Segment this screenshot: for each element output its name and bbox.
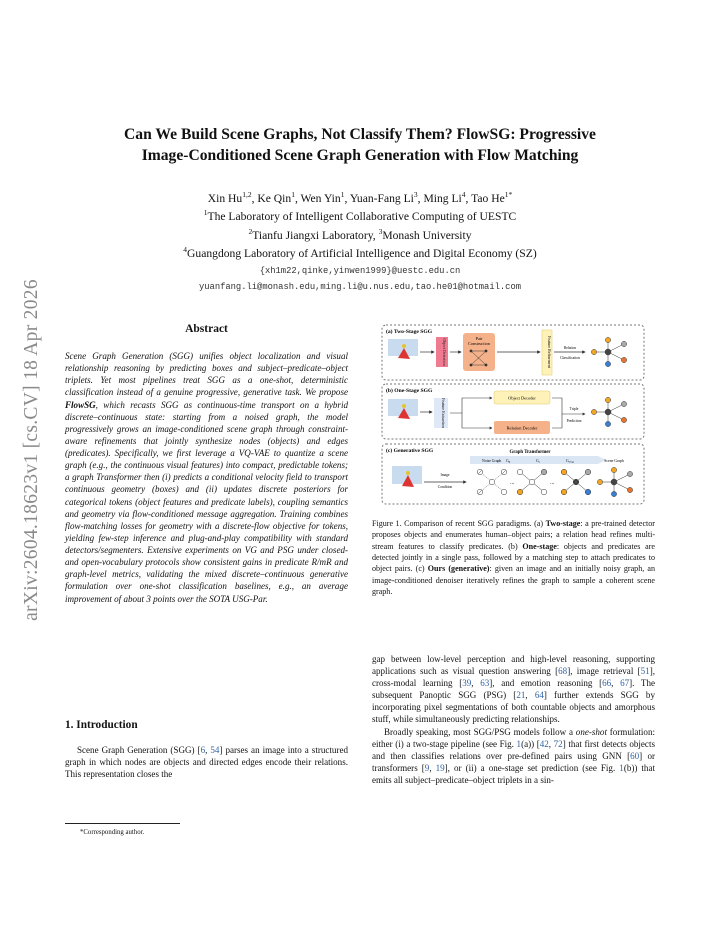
title-line-2: Image-Conditioned Scene Graph Generation with Flow Matching bbox=[141, 147, 579, 164]
noise-graph-label: Noise Graph bbox=[482, 459, 502, 463]
introduction-heading: 1. Introduction bbox=[65, 719, 138, 731]
g0-label: $G_0$ bbox=[506, 459, 511, 464]
affiliation-1: $^1$The Laboratory of Intelligent Collaborative Computing of UESTC bbox=[203, 208, 517, 224]
gt-label: $G_t$ bbox=[536, 459, 540, 464]
relation-label-1: Relation bbox=[563, 346, 577, 350]
feature-extraction-label: Feature Extraction bbox=[441, 398, 446, 428]
figure-1 bbox=[380, 322, 648, 508]
figure-ref-link[interactable]: 1 bbox=[619, 762, 624, 773]
panel-b-label: (b) One-Stage SGG bbox=[386, 388, 433, 394]
citation-link[interactable]: 9 bbox=[424, 762, 430, 773]
citation-link[interactable]: 72 bbox=[553, 738, 563, 749]
footnote: *Corresponding author. bbox=[80, 829, 145, 836]
image-condition-label-2: Condition bbox=[437, 485, 453, 489]
figure-1-caption: Figure 1. Comparison of recent SGG paradigms. (a) Two-stage: a pre-trained detector proposes objects and enumerates human–object pairs; a relation head refines multi-stream features to classify predicates. (b) One-stage: objects and predicates are detected jointly in a single pass, followed by a matching step to attach predicates to object pairs. (c) Ours (generative): given an image and an initially noisy graph, an image-conditioned denoiser iteratively refines the graph to sample a coherent scene graph. bbox=[372, 519, 655, 597]
arxiv-watermark bbox=[12, 240, 52, 660]
citation-link[interactable]: 21 bbox=[516, 690, 526, 701]
relation-decoder-label: Relation Decoder bbox=[506, 425, 538, 431]
email-line-1: {xh1m22,qinke,yinwen1999}@uestc.edu.cn bbox=[259, 265, 461, 276]
citation-link[interactable]: 54 bbox=[210, 745, 220, 755]
triple-label-2: Prediction bbox=[566, 419, 582, 423]
affiliation-3: $^4$Guangdong Laboratory of Artificial Intelligence and Digital Economy (SZ) bbox=[183, 245, 537, 261]
abstract-heading: Abstract bbox=[185, 323, 228, 335]
citation-link[interactable]: 42 bbox=[539, 738, 549, 749]
paragraph-1: gap between low-level perception and high-level reasoning, supporting applications such as visual question answering [68], image retrieval [51], cross-modal learning [39, 63], and emotion reasoning [66, 67]. The subsequent Panoptic SGG (PSG) [21, 64] further extends SGG by incorporating pixel segmentations of both countable objects and amorphous stuff, while simultaneously predicting relationships. bbox=[372, 654, 655, 725]
citation-link[interactable]: 51 bbox=[640, 666, 650, 677]
method-name: FlowSG bbox=[65, 399, 96, 410]
figure-ref-link[interactable]: 1 bbox=[516, 738, 522, 749]
citation-link[interactable]: 68 bbox=[558, 666, 568, 677]
image-condition-label-1: Image bbox=[440, 473, 450, 477]
footnote-rule bbox=[65, 823, 180, 824]
paragraph-2: Broadly speaking, most SGG/PSG models follow a one-shot formulation: either (i) a two-stage pipeline (see Fig. 1(a)) [42, 72] that first detects objects and then classifies relations over pre-defined pairs using GNN [60] or transformers [9, 19], or (ii) a one-stage set prediction (see Fig. 1(b)) that emits all subject–predicate–object triplets in a sin- bbox=[372, 726, 655, 785]
affiliation-2: $^2$Tianfu Jiangxi Laboratory, $^3$Monash University bbox=[248, 226, 472, 242]
panel-a-label: (a) Two-Stage SGG bbox=[386, 329, 433, 335]
scene-graph-label: Scene Graph bbox=[604, 459, 624, 463]
gtdt-label: $G_{t+\Delta t}$ bbox=[566, 459, 574, 464]
graph-transformer-label: Graph Transformer bbox=[509, 450, 551, 455]
input-image-b bbox=[388, 399, 418, 424]
email-line-2: yuanfang.li@monash.edu,ming.li@u.nus.edu,tao.he01@hotmail.com bbox=[198, 282, 522, 293]
object-detection-label: Object Detection bbox=[442, 338, 447, 366]
ellipsis-1: ... bbox=[510, 480, 515, 486]
pair-construction-label-2: Construction bbox=[468, 341, 490, 346]
panel-c-label: (c) Generative SGG bbox=[386, 448, 434, 454]
introduction-text: Scene Graph Generation (SGG) [6, 54] parses an image into a structured graph in which nodes are objects and directed edges encode their relations. This representation closes the bbox=[65, 745, 348, 780]
triple-label-1: Triple bbox=[569, 407, 579, 411]
right-column-text bbox=[372, 653, 655, 786]
citation-link[interactable]: 6 bbox=[200, 745, 206, 755]
arxiv-id: arXiv:2604.18623v1 [cs.CV] 18 Apr 2026 bbox=[21, 279, 42, 621]
input-image-c bbox=[392, 466, 422, 493]
title-line-1: Can We Build Scene Graphs, Not Classify Them? FlowSG: Progressive bbox=[124, 126, 596, 143]
citation-link[interactable]: 66 bbox=[602, 678, 612, 689]
author-list: Xin Hu$^{1,2}$, Ke Qin$^1$, Wen Yin$^1$, Yuan-Fang Li$^3$, Ming Li$^4$, Tao $He^{1*}$ bbox=[207, 190, 513, 205]
citation-link[interactable]: 67 bbox=[620, 678, 630, 689]
citation-link[interactable]: 60 bbox=[630, 750, 640, 761]
citation-link[interactable]: 64 bbox=[534, 690, 544, 701]
citation-link[interactable]: 19 bbox=[435, 762, 445, 773]
ellipsis-2: ... bbox=[550, 480, 555, 486]
author-block bbox=[80, 188, 640, 295]
pair-construction-label-1: Pair bbox=[475, 336, 483, 341]
object-decoder-label: Object Decoder bbox=[508, 395, 536, 401]
paper-title bbox=[80, 124, 640, 166]
citation-link[interactable]: 39 bbox=[462, 678, 472, 689]
abstract-text: Scene Graph Generation (SGG) unifies object localization and visual relationship reasoning by predicting boxes and subject–predicate–object triplets. Yet most pipelines treat SGG as a one-shot, deterministic classification instead of a genuine progressive, generative task. We propose FlowSG, which recasts SGG as continuous-time transport on a hybrid discrete–continuous state: starting from a noised graph, the model progressively grows an image-conditioned scene graph through constraint-aware refinements that jointly synthesize nodes (objects) and edges (predicates). Specifically, we first leverage a VQ-VAE to quantize a scene graph (e.g., the continuous visual features) into compact, predictable tokens; a graph Transformer then (i) predicts a conditional velocity field to transport continuous geometry (boxes) and (ii) updates discrete posteriors for categorical tokens (object features and predicate labels), coupling semantics and geometry via flow-conditioned message aggregation. Training combines flow-matching losses for geometry with a discrete-flow objective for tokens, yielding few-step inference and plug-and-play compatibility with standard detectors/segmenters. Extensive experiments on VG and PSG under closed- and open-vocabulary protocols show consistent gains in predicate R/mR and graph-level metrics, validating the mixed discrete–continuous generative formulation over one-shot classification baselines, e.g., an average improvement of about 3 points over the SOTA USG-Par. bbox=[65, 351, 348, 604]
feature-refinement-label: Feature Refinement bbox=[547, 336, 552, 368]
relation-label-2: Classification bbox=[560, 356, 580, 360]
input-image-a bbox=[388, 339, 418, 364]
citation-link[interactable]: 63 bbox=[480, 678, 490, 689]
